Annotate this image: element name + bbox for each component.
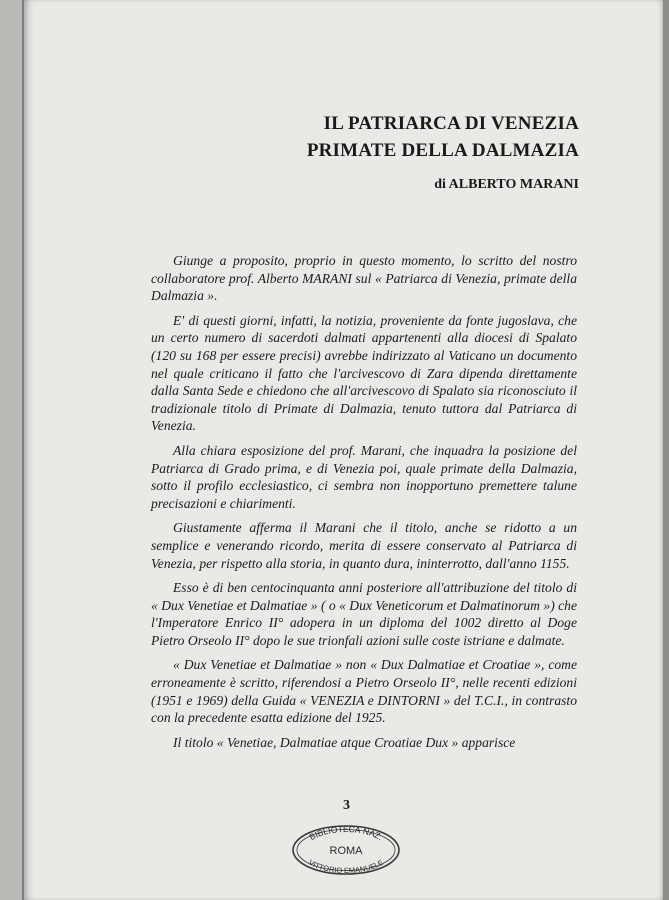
paragraph: Giustamente afferma il Marani che il titolo, anche se ridotto a un semplice e venerando ricordo, merita di essere conservato al Patriarca di Venezia, per rispetto alla storia, in quanto dura, ininterrotto, dall'anno 1155. xyxy=(151,520,577,571)
paragraph: Il titolo « Venetiae, Dalmatiae atque Croatiae Dux » apparisce xyxy=(173,734,516,750)
paragraph: Alla chiara esposizione del prof. Marani, che inquadra la posizione del Patriarca di Grado prima, e di Venezia poi, quale primate della Dalmazia, sotto il profilo ecclesiastico, ci sembra non inopportuno premettere talune precisazioni e chiarimenti. xyxy=(151,442,577,511)
stamp-line-2: ROMA xyxy=(329,845,363,857)
page-edge xyxy=(663,0,669,900)
page-number: 3 xyxy=(343,798,350,813)
byline xyxy=(434,177,579,193)
paragraph: Giunge a proposito, proprio in questo momento, lo scritto del nostro collaboratore prof. Alberto MARANI sul « Patriarca di Venezia, primate della Dalmazia ». xyxy=(151,253,577,304)
stamp-line-3: VITTORIO EMANUELE xyxy=(307,857,385,876)
paragraph: Esso è di ben centocinquanta anni posteriore all'attribuzione del titolo di « Dux Venetiae et Dalmatiae » ( o « Dux Veneticorum et Dalmatinorum ») che l'Imperatore Enrico II° adopera in un diploma del 1002 diretto al Doge Pietro Orseolo II° dopo le sue trionfali azioni sulle coste istriane e dalmate. xyxy=(151,580,577,648)
article-body xyxy=(151,252,577,758)
paragraph: « Dux Venetiae et Dalmatiae » non « Dux Dalmatiae et Croatiae », come erroneamente è scritto, riferendosi a Pietro Orseolo II°, nelle recenti edizioni (1951 e 1969) della Guida « VENEZIA e DINTORNI » del T.C.I., in contrasto con la precedente esatta edizione del 1925. xyxy=(151,657,577,726)
title-line-2: PRIMATE DELLA DALMAZIA xyxy=(306,140,579,161)
title-line-1: IL PATRIARCA DI VENEZIA xyxy=(323,113,579,134)
stamp-line-1: BIBLIOTECA NAZ. xyxy=(307,824,385,843)
paragraph: E' di questi giorni, infatti, la notizia, proveniente da fonte jugoslava, che un certo numero di sacerdoti dalmati appartenenti alla diocesi di Spalato (120 su 168 per essere precisi) avrebbe indirizzato al Vaticano un documento nel quale criticano il fatto che l'arcivescovo di Zara dipenda direttamente dalla Santa Sede e chiedono che all'arcivescovo di Spalato sia riconosciuto il tradizionale titolo di Primate di Dalmazia, tenuto tuttora dal Patriarca di Venezia. xyxy=(151,312,577,434)
library-stamp xyxy=(290,824,402,876)
article-title xyxy=(307,110,579,164)
author-name: ALBERTO MARANI xyxy=(448,177,579,192)
byline-prefix: di xyxy=(434,177,446,192)
